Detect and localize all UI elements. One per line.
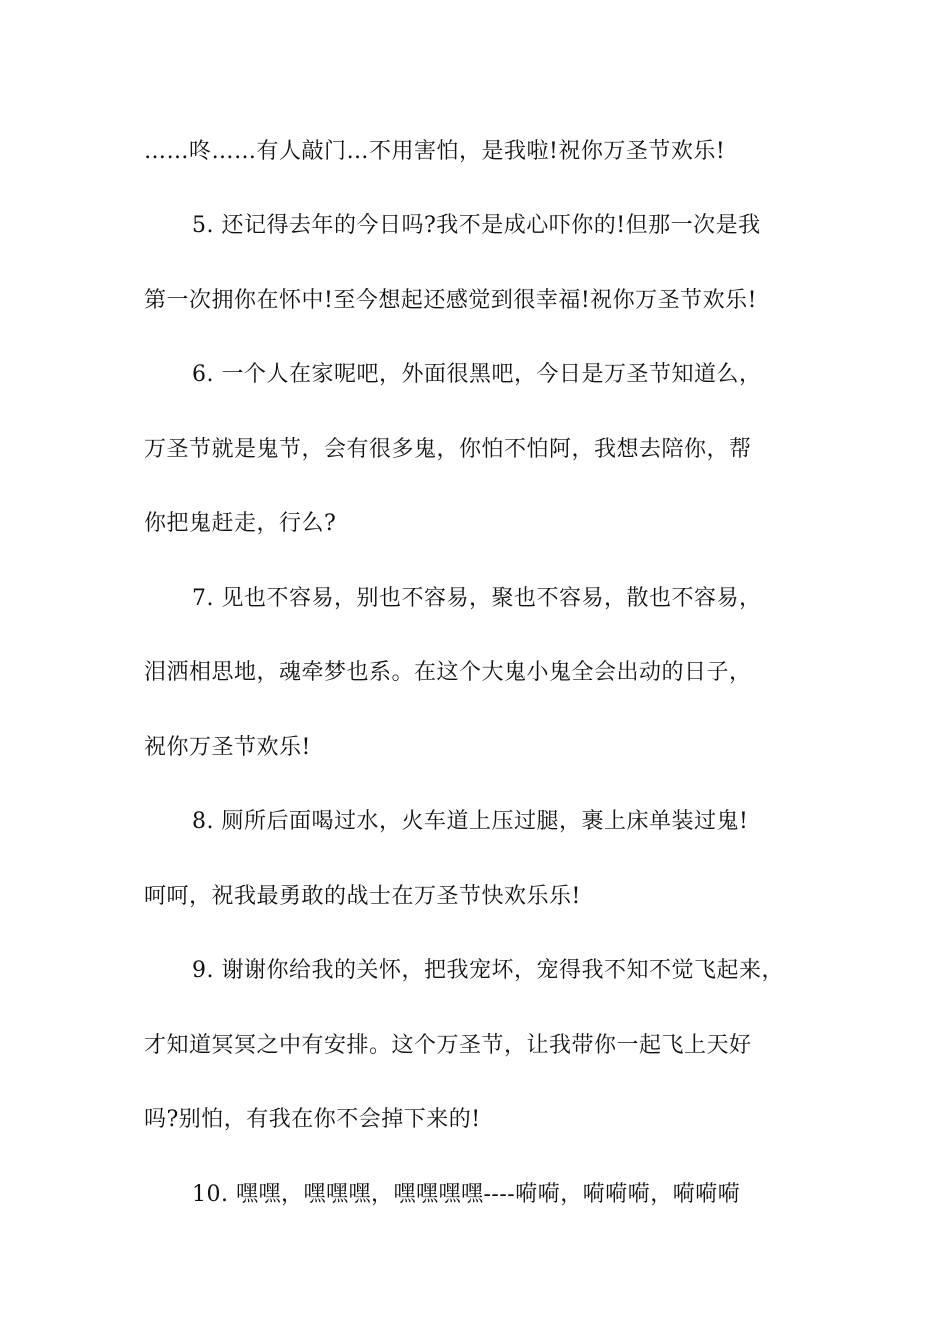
list-item-9-line: 9. 谢谢你给我的关怀，把我宠坏，宠得我不知不觉飞起来，: [192, 958, 784, 983]
text-line: 呵呵，祝我最勇敢的战士在万圣节快欢乐乐!: [144, 884, 581, 909]
text-line: 祝你万圣节欢乐!: [144, 735, 311, 760]
text-line: 你把鬼赶走，行么?: [144, 511, 337, 536]
text-line: 才知道冥冥之中有安排。这个万圣节，让我带你一起飞上天好: [144, 1033, 752, 1058]
text-line: 第一次拥你在怀中!至今想起还感觉到很幸福!祝你万圣节欢乐!: [144, 288, 758, 313]
list-item-5-line: 5. 还记得去年的今日吗?我不是成心吓你的!但那一次是我: [192, 213, 761, 238]
list-item-7-line: 7. 见也不容易，别也不容易，聚也不容易，散也不容易，: [192, 586, 762, 611]
text-line: ……咚……有人敲门…不用害怕，是我啦!祝你万圣节欢乐!: [144, 139, 726, 164]
list-item-8-line: 8. 厕所后面喝过水，火车道上压过腿，裹上床单装过鬼!: [192, 809, 749, 834]
text-line: 万圣节就是鬼节，会有很多鬼，你怕不怕阿，我想去陪你，帮: [144, 437, 752, 462]
list-item-6-line: 6. 一个人在家呢吧，外面很黑吧，今日是万圣节知道么，: [192, 362, 762, 387]
list-item-10-line: 10. 嘿嘿，嘿嘿嘿，嘿嘿嘿嘿----嗬嗬，嗬嗬嗬，嗬嗬嗬: [192, 1182, 741, 1207]
text-line: 泪洒相思地，魂牵梦也系。在这个大鬼小鬼全会出动的日子，: [144, 660, 752, 685]
text-line: 吗?别怕，有我在你不会掉下来的!: [144, 1107, 481, 1132]
